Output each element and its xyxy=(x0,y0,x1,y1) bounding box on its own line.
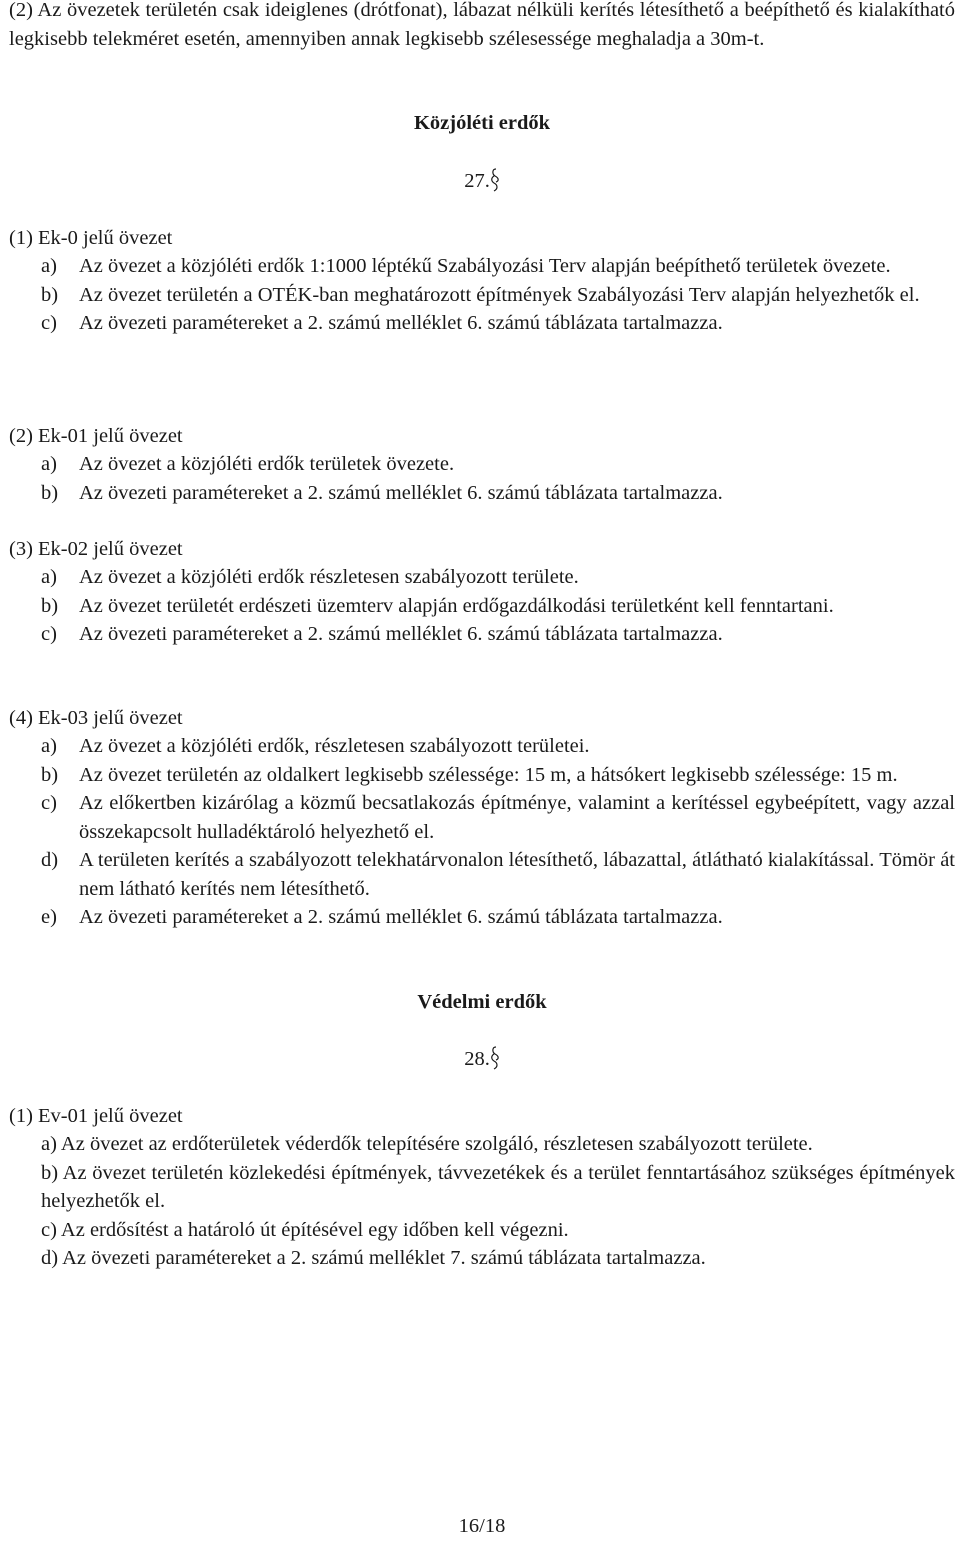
subsection-4-list xyxy=(41,732,955,932)
subsection-4-lead: (4) Ek-03 jelű övezet xyxy=(9,707,183,729)
item-text: Az övezeti paramétereket a 2. számú melléklet 6. számú táblázata tartalmazza. xyxy=(79,906,723,928)
item-label: b) xyxy=(41,763,59,786)
item-text: Az övezet területén az oldalkert legkisebb szélessége: 15 m, a hátsókert legkisebb szélessége: 15 m. xyxy=(79,763,898,786)
list-item xyxy=(41,903,955,932)
item-label: e) xyxy=(41,906,57,928)
list-item xyxy=(41,450,955,479)
subsection-ev01-list xyxy=(41,1130,955,1273)
item-text: Az övezeti paramétereket a 2. számú melléklet 6. számú táblázata tartalmazza. xyxy=(79,481,723,504)
list-item xyxy=(41,309,955,338)
item-text: Az előkertben kizárólag a közmű becsatlakozás építménye, valamint a kerítéssel egybeépített, vagy azzal összekapcsolt hulladéktároló helyezhető el. xyxy=(79,792,955,843)
item-label: c) xyxy=(41,792,57,814)
subsection-3-list xyxy=(41,563,955,649)
item-label: b) xyxy=(41,481,59,504)
item-text: Az övezet a közjóléti erdők területek övezete. xyxy=(79,453,455,475)
item-text: A területen kerítés a szabályozott telekhatárvonalon létesíthető, lábazattal, átlátható kialakítással. Tömör át nem látható kerítés nem létesíthető. xyxy=(79,849,955,900)
item-text: Az övezet a közjóléti erdők 1:1000 léptékű Szabályozási Terv alapján beépíthető területek övezete. xyxy=(79,255,891,277)
list-item xyxy=(41,732,955,761)
paragraph-number-text: 28. xyxy=(464,1048,490,1070)
item-text: Az övezeti paramétereket a 2. számú melléklet 6. számú táblázata tartalmazza. xyxy=(79,312,723,334)
item-text: Az övezet területén a OTÉK-ban meghatározott építmények Szabályozási Terv alapján helyezhetők el. xyxy=(79,283,920,306)
intro-paragraph: (2) Az övezetek területén csak ideiglenes (drótfonat), lábazat nélküli kerítés létesíthető a beépíthető és kialakítható legkisebb telekméret esetén, amennyiben annak legkisebb szélesessége meghaladja a 30m-t. xyxy=(9,0,955,50)
item-label: c) xyxy=(41,312,57,334)
subsection-1-lead: (1) Ek-0 jelű övezet xyxy=(9,227,173,249)
item-label: a) xyxy=(41,255,57,277)
list-item xyxy=(41,479,955,508)
item-label: c) xyxy=(41,623,57,645)
subsection-3-lead: (3) Ek-02 jelű övezet xyxy=(9,538,183,560)
item-label: a) xyxy=(41,453,57,475)
item-label: b) xyxy=(41,594,59,617)
section-sign-icon xyxy=(490,167,500,193)
list-item xyxy=(41,761,955,790)
item-label: b) xyxy=(41,283,59,306)
list-item: a) Az övezet az erdőterületek véderdők telepítésére szolgáló, részletesen szabályozott területe. xyxy=(41,1133,813,1155)
list-item xyxy=(41,252,955,281)
section-sign-icon xyxy=(490,1045,500,1071)
item-label: a) xyxy=(41,735,57,757)
item-text: Az övezet területét erdészeti üzemterv alapján erdőgazdálkodási területként kell fenntartani. xyxy=(79,594,834,617)
item-label: a) xyxy=(41,566,57,588)
list-item xyxy=(41,563,955,592)
paragraph-number-27 xyxy=(9,167,955,196)
subsection-2-lead: (2) Ek-01 jelű övezet xyxy=(9,425,183,447)
list-item: c) Az erdősítést a határoló út építésével egy időben kell végezni. xyxy=(41,1218,569,1241)
list-item xyxy=(41,846,955,903)
list-item xyxy=(41,281,955,310)
list-item xyxy=(41,789,955,846)
item-text: Az övezet a közjóléti erdők részletesen szabályozott területe. xyxy=(79,566,579,588)
section-heading-vedelmi: Védelmi erdők xyxy=(417,991,547,1013)
paragraph-number-text: 27. xyxy=(464,170,490,192)
list-item xyxy=(41,620,955,649)
item-text: Az övezet a közjóléti erdők, részletesen szabályozott területei. xyxy=(79,735,590,757)
section-heading-kozjoleti: Közjóléti erdők xyxy=(413,112,551,134)
list-item: b) Az övezet területén közlekedési építmények, távvezetékek és a terület fenntartásához szükséges építmények helyezhetők el. xyxy=(41,1161,955,1212)
list-item: d) Az övezeti paramétereket a 2. számú melléklet 7. számú táblázata tartalmazza. xyxy=(41,1247,706,1269)
item-text: Az övezeti paramétereket a 2. számú melléklet 6. számú táblázata tartalmazza. xyxy=(79,623,723,645)
item-label: d) xyxy=(41,849,59,871)
subsection-2-list xyxy=(41,450,955,507)
page-number: 16/18 xyxy=(458,1515,506,1537)
paragraph-number-28 xyxy=(9,1045,955,1074)
list-item xyxy=(41,592,955,621)
subsection-1-list xyxy=(41,252,955,338)
subsection-ev01-lead: (1) Ev-01 jelű övezet xyxy=(9,1105,183,1127)
